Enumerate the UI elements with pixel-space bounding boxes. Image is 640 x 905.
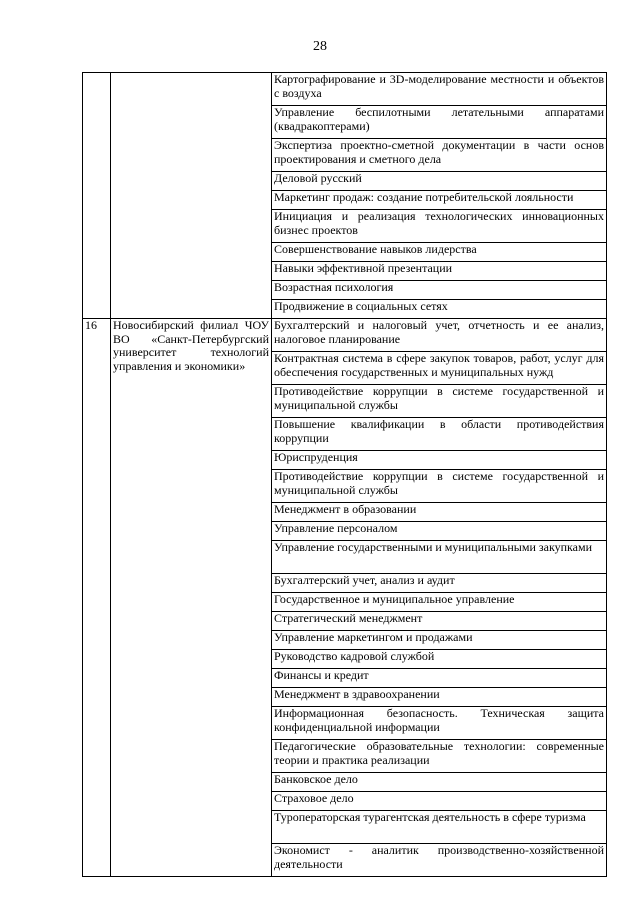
program-cell: Юриспруденция xyxy=(272,451,607,470)
program-cell: Повышение квалификации в области противодействия коррупции xyxy=(272,418,607,451)
program-cell: Экономист - аналитик производственно-хозяйственной деятельности xyxy=(272,844,607,877)
row-number-cell xyxy=(83,73,111,319)
program-cell: Управление маркетингом и продажами xyxy=(272,631,607,650)
program-cell: Педагогические образовательные технологии: современные теории и практика реализации xyxy=(272,740,607,773)
program-cell: Управление государственными и муниципальными закупками xyxy=(272,541,607,574)
program-cell: Финансы и кредит xyxy=(272,669,607,688)
program-cell: Менеджмент в образовании xyxy=(272,503,607,522)
program-cell: Контрактная система в сфере закупок товаров, работ, услуг для обеспечения государственных и муниципальных нужд xyxy=(272,352,607,385)
program-cell: Совершенствование навыков лидерства xyxy=(272,243,607,262)
page-number: 28 xyxy=(313,39,327,54)
program-cell: Менеджмент в здравоохранении xyxy=(272,688,607,707)
program-cell: Навыки эффективной презентации xyxy=(272,262,607,281)
program-cell: Инициация и реализация технологических инновационных бизнес проектов xyxy=(272,210,607,243)
organization-cell: Новосибирский филиал ЧОУ ВО «Санкт-Петербургский университет технологий управления и экономики» xyxy=(111,319,272,877)
program-cell: Деловой русский xyxy=(272,172,607,191)
program-cell: Продвижение в социальных сетях xyxy=(272,300,607,319)
program-cell: Информационная безопасность. Техническая защита конфиденциальной информации xyxy=(272,707,607,740)
program-cell: Картографирование и 3D-моделирование местности и объектов с воздуха xyxy=(272,73,607,106)
table-row xyxy=(83,73,607,106)
program-cell: Бухгалтерский учет, анализ и аудит xyxy=(272,574,607,593)
program-cell: Управление персоналом xyxy=(272,522,607,541)
program-cell: Управление беспилотными летательными аппаратами (квадракоптерами) xyxy=(272,106,607,139)
table-row xyxy=(83,319,607,352)
row-number-cell: 16 xyxy=(83,319,111,877)
program-cell: Страховое дело xyxy=(272,792,607,811)
program-cell: Бухгалтерский и налоговый учет, отчетность и ее анализ, налоговое планирование xyxy=(272,319,607,352)
organization-cell xyxy=(111,73,272,319)
program-cell: Экспертиза проектно-сметной документации в части основ проектирования и сметного дела xyxy=(272,139,607,172)
program-cell: Туроператорская турагентская деятельность в сфере туризма xyxy=(272,811,607,844)
program-cell: Маркетинг продаж: создание потребительской лояльности xyxy=(272,191,607,210)
programs-table xyxy=(82,72,607,877)
program-cell: Банковское дело xyxy=(272,773,607,792)
program-cell: Руководство кадровой службой xyxy=(272,650,607,669)
program-cell: Государственное и муниципальное управление xyxy=(272,593,607,612)
program-cell: Противодействие коррупции в системе государственной и муниципальной службы xyxy=(272,470,607,503)
program-cell: Возрастная психология xyxy=(272,281,607,300)
program-cell: Противодействие коррупции в системе государственной и муниципальной службы xyxy=(272,385,607,418)
program-cell: Стратегический менеджмент xyxy=(272,612,607,631)
